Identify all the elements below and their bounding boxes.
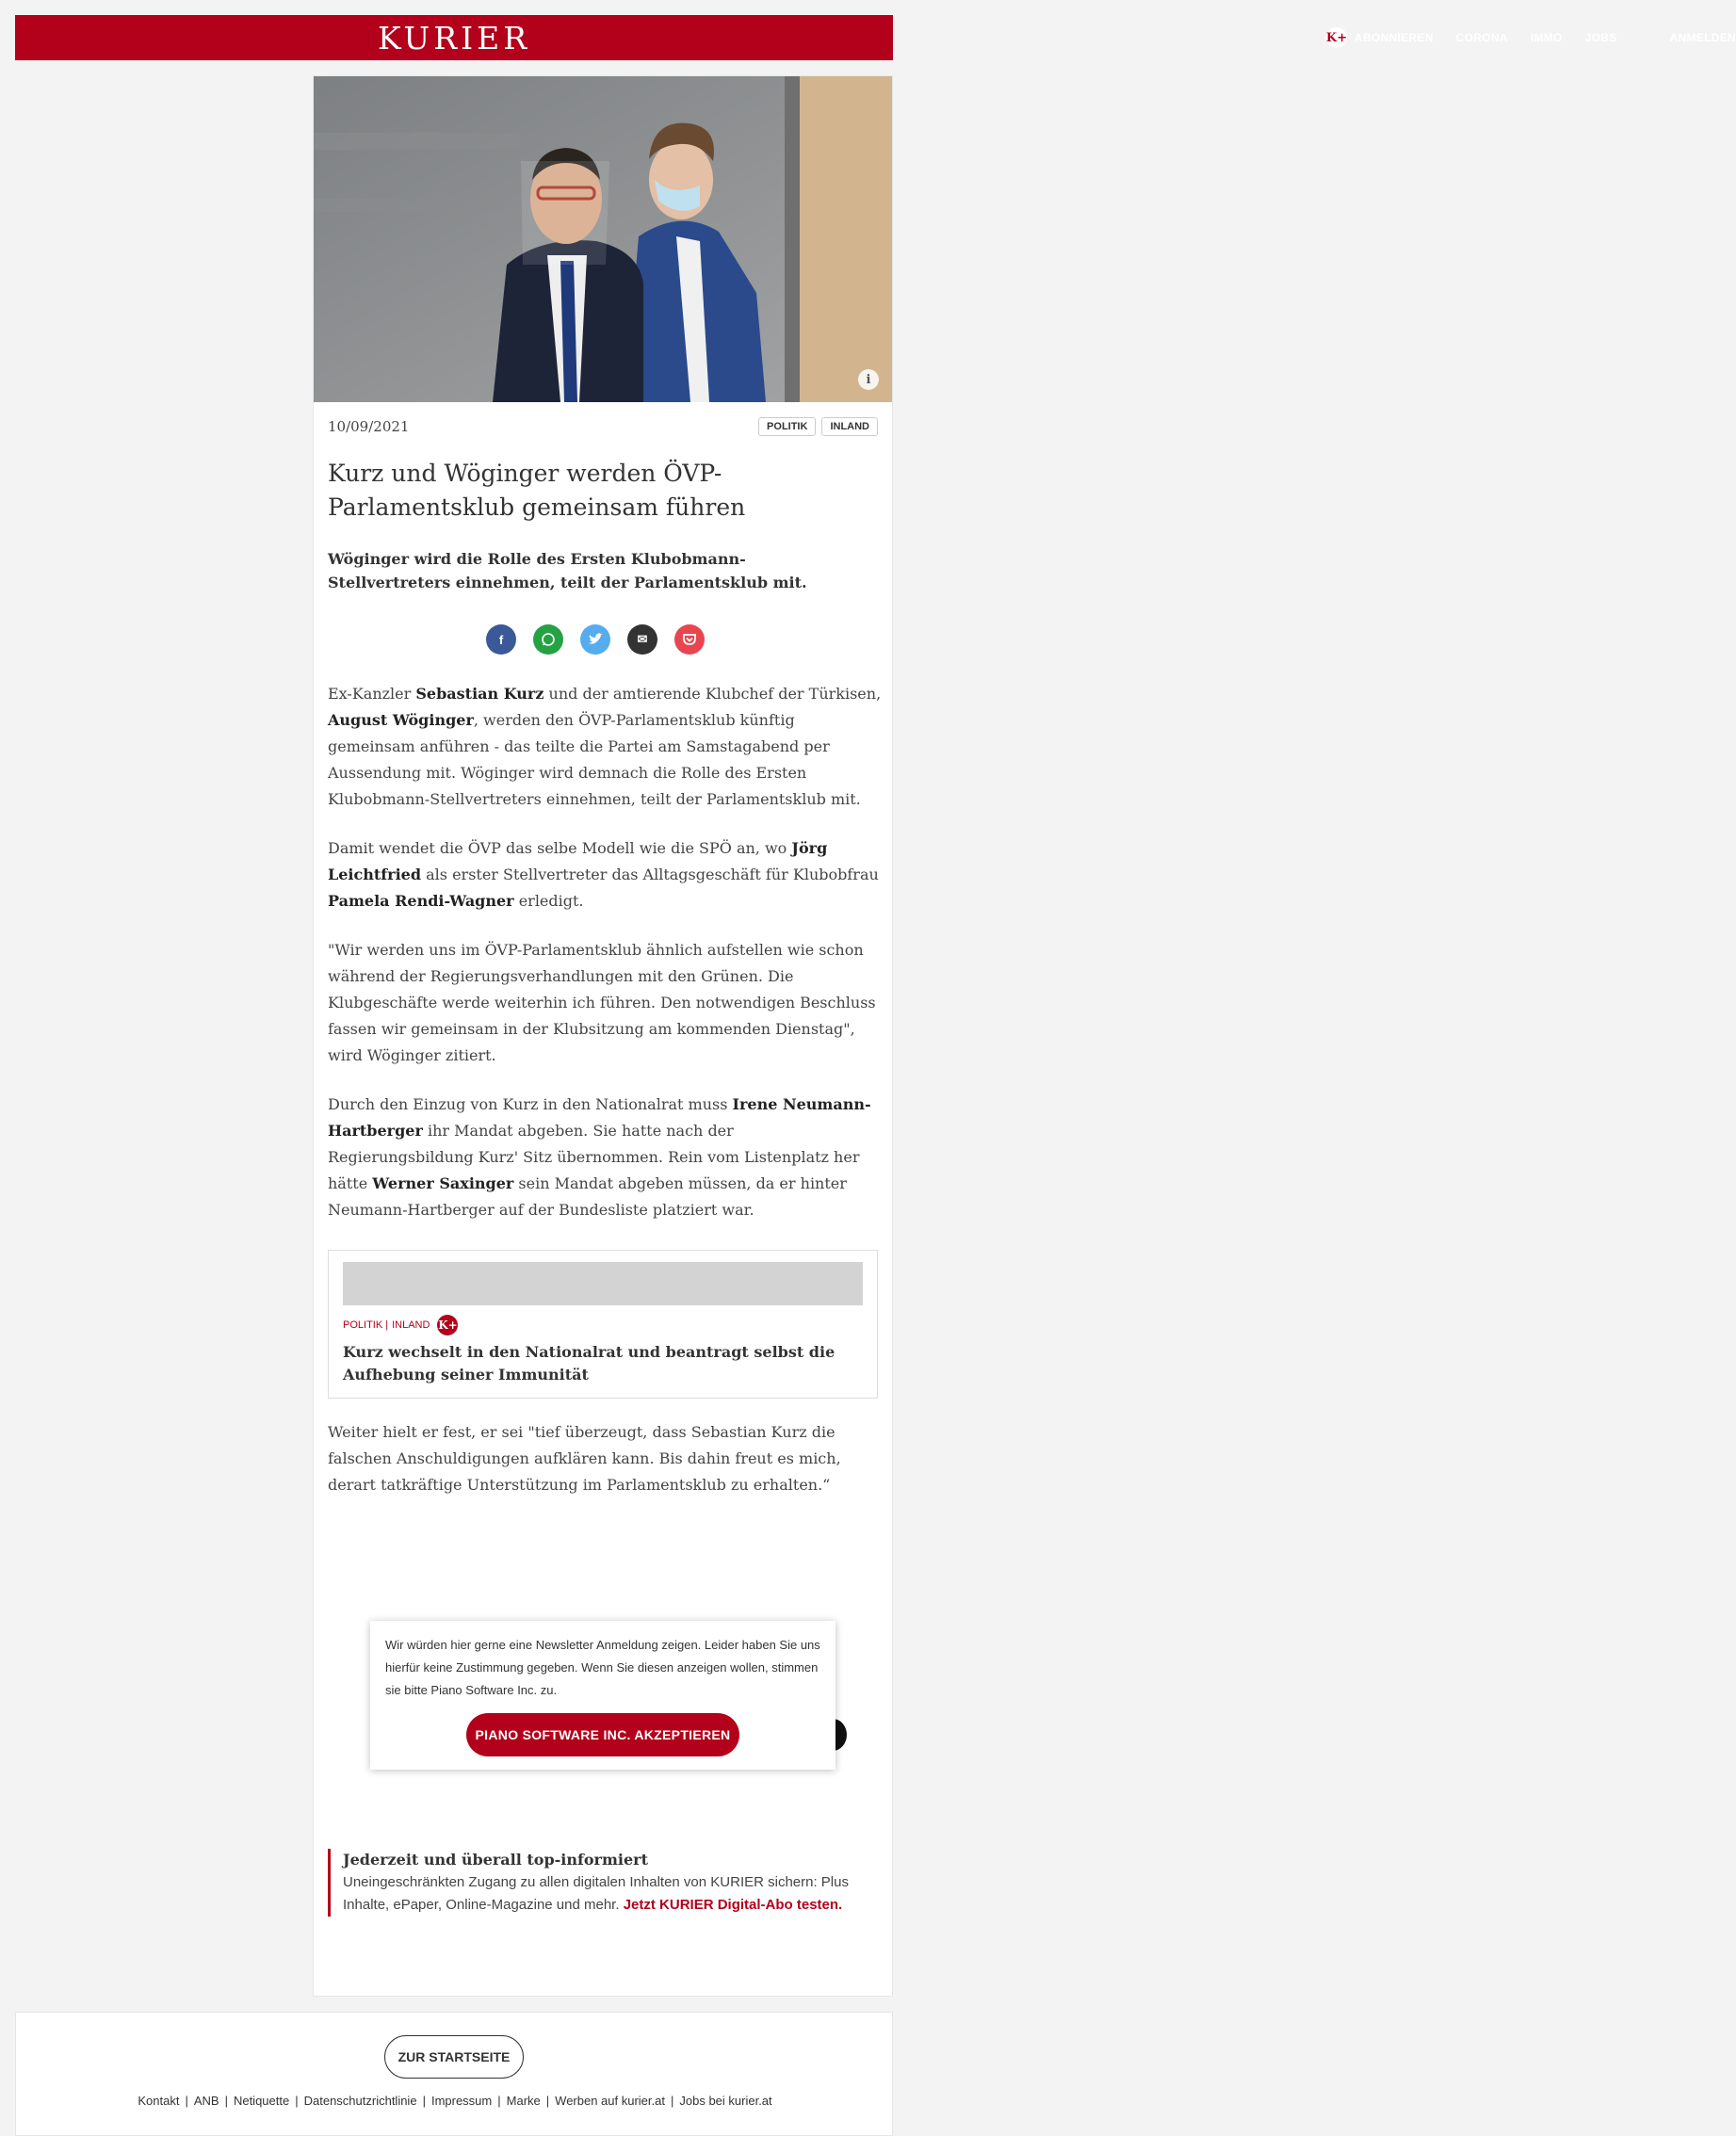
teaser-image-placeholder	[343, 1262, 863, 1305]
person-name: Pamela Rendi-Wagner	[328, 892, 514, 910]
text: sein Mandat abgeben müssen, da er hinter Neumann-Hartberger auf der Bundesliste platziert war.	[328, 1174, 847, 1219]
login-link[interactable]: ANMELDEN	[1669, 31, 1736, 44]
pocket-icon	[682, 633, 697, 646]
image-info-icon[interactable]: i	[858, 369, 879, 390]
paragraph-2	[328, 835, 884, 914]
separator: |	[545, 2094, 550, 2108]
footer-link-werben[interactable]: Werben auf kurier.at	[555, 2094, 665, 2108]
email-share-icon[interactable]: ✉	[627, 624, 657, 655]
text: Ex-Kanzler	[328, 685, 416, 703]
separator: |	[224, 2094, 228, 2108]
related-article-teaser[interactable]	[328, 1250, 878, 1399]
separator: |	[497, 2094, 501, 2108]
separator: |	[670, 2094, 674, 2108]
accept-piano-button[interactable]: PIANO SOFTWARE INC. AKZEPTIEREN	[466, 1713, 739, 1756]
text: ihr Mandat abgeben. Sie hatte nach der Regierungsbildung Kurz' Sitz übernommen. Rein vom Listenplatz her hätte	[328, 1122, 860, 1192]
paragraph-4	[328, 1092, 884, 1223]
text: erledigt.	[513, 892, 584, 910]
site-footer	[15, 2012, 893, 2136]
person-name: Jörg Leichtfried	[328, 839, 828, 883]
teaser-title[interactable]: Kurz wechselt in den Nationalrat und beantragt selbst die Aufhebung seiner Immunität	[343, 1343, 836, 1384]
person-name: Irene Neumann-Hartberger	[328, 1095, 871, 1140]
person-name: Sebastian Kurz	[415, 685, 544, 703]
promo-text	[343, 1871, 884, 1917]
separator: |	[422, 2094, 426, 2108]
text: als erster Stellvertreter das Alltagsgeschäft für Klubobfrau	[421, 866, 879, 883]
home-button[interactable]: ZUR STARTSEITE	[384, 2035, 524, 2079]
tag-politik[interactable]: POLITIK	[758, 417, 816, 436]
separator: |	[185, 2094, 188, 2108]
person-name: Werner Saxinger	[372, 1174, 514, 1192]
footer-link-impressum[interactable]: Impressum	[430, 2094, 493, 2108]
footer-link-kontakt[interactable]: Kontakt	[138, 2094, 180, 2108]
promo-title: Jederzeit und überall top-informiert	[343, 1851, 648, 1869]
text: und der amtierende Klubchef der Türkisen,	[544, 685, 882, 703]
footer-link-marke[interactable]: Marke	[506, 2094, 541, 2108]
twitter-share-icon[interactable]	[580, 624, 610, 655]
newsletter-consent-area	[314, 1608, 892, 1792]
promo-link[interactable]: Jetzt KURIER Digital-Abo testen.	[623, 1897, 843, 1913]
article-tags	[758, 417, 878, 436]
footer-link-anb[interactable]: ANB	[193, 2094, 219, 2108]
article-lead: Wöginger wird die Rolle des Ersten Klubobmann-Stellvertreters einnehmen, teilt der Parlamentsklub mit.	[328, 550, 807, 591]
tag-inland[interactable]: INLAND	[821, 417, 878, 436]
nav-jobs[interactable]: JOBS	[1584, 31, 1617, 44]
text: , werden den ÖVP-Parlamentsklub künftig gemeinsam anführen - das teilte die Partei am Samstagabend per Aussendung mit. Wöginger wird demnach die Rolle des Ersten Klubobmann-Stellvertreters einnehmen, teilt der Parlamentsklub mit.	[328, 711, 861, 808]
text: Durch den Einzug von Kurz in den Nationalrat muss	[328, 1095, 733, 1113]
facebook-share-icon[interactable]: f	[486, 624, 516, 655]
newsletter-consent-box	[370, 1621, 836, 1770]
footer-link-datenschutz[interactable]: Datenschutzrichtlinie	[303, 2094, 417, 2108]
nav-corona[interactable]: CORONA	[1455, 31, 1508, 44]
kplus-icon[interactable]: K+	[1326, 27, 1347, 48]
footer-links	[16, 2094, 894, 2108]
subscription-promo	[328, 1849, 884, 1917]
share-buttons	[486, 624, 705, 655]
footer-link-netiquette[interactable]: Netiquette	[233, 2094, 290, 2108]
hero-image	[314, 76, 892, 402]
top-nav	[1326, 26, 1736, 49]
nav-abonnieren[interactable]: ABONNIEREN	[1355, 31, 1434, 44]
kplus-badge-icon: K+	[437, 1315, 458, 1335]
teaser-category-politik[interactable]: POLITIK |	[343, 1319, 389, 1331]
promo-body: Uneingeschränkten Zugang zu allen digitalen Inhalten von KURIER sichern: Plus Inhalte, ePaper, Online-Magazine und mehr.	[343, 1874, 849, 1913]
nav-immo[interactable]: IMMO	[1530, 31, 1563, 44]
teaser-category-inland[interactable]: INLAND	[392, 1319, 430, 1331]
article-meta	[328, 415, 878, 438]
hero-photo	[314, 76, 892, 402]
twitter-icon	[588, 633, 603, 646]
paragraph-3: "Wir werden uns im ÖVP-Parlamentsklub ähnlich aufstellen wie schon während der Regierungsverhandlungen mit den Grünen. Die Klubgeschäfte werde weiterhin ich führen. Den notwendigen Beschluss fassen wir gemeinsam in der Klubsitzung am kommenden Dienstag", wird Wöginger zitiert.	[328, 941, 876, 1064]
person-name: August Wöginger	[328, 711, 474, 729]
article-date: 10/09/2021	[328, 418, 410, 435]
teaser-categories	[343, 1315, 458, 1335]
text: Damit wendet die ÖVP das selbe Modell wie die SPÖ an, wo	[328, 839, 792, 857]
separator: |	[295, 2094, 299, 2108]
newsletter-consent-text: Wir würden hier gerne eine Newsletter Anmeldung zeigen. Leider haben Sie uns hierfür keine Zustimmung gegeben. Wenn Sie diesen anzeigen wollen, stimmen sie bitte Piano Software Inc. zu.	[385, 1638, 820, 1697]
whatsapp-share-icon[interactable]	[533, 624, 563, 655]
paragraph-1	[328, 681, 884, 813]
paragraph-5: Weiter hielt er fest, er sei "tief überzeugt, dass Sebastian Kurz die falschen Anschuldigungen aufklären kann. Bis dahin freut es mich, derart tatkräftige Unterstützung im Parlamentsklub zu erhalten.“	[328, 1423, 841, 1494]
whatsapp-icon	[541, 632, 556, 647]
footer-link-jobs[interactable]: Jobs bei kurier.at	[679, 2094, 772, 2108]
article-card	[313, 75, 893, 1997]
kurier-logo[interactable]: KURIER	[377, 19, 531, 57]
pocket-share-icon[interactable]	[674, 624, 705, 655]
article-title: Kurz und Wöginger werden ÖVP-Parlamentsklub gemeinsam führen	[328, 460, 746, 521]
site-header	[15, 15, 893, 60]
